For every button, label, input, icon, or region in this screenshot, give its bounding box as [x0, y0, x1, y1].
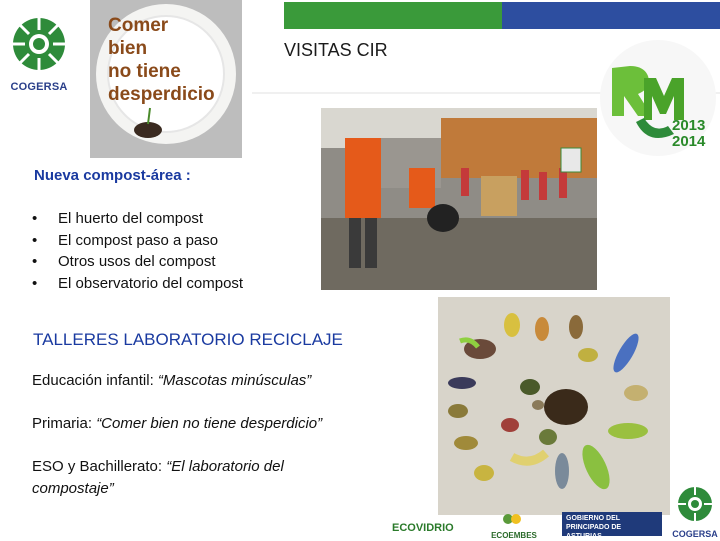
ecovidrio-logo: ECOVIDRIO [392, 522, 454, 534]
cogersa-logo-bottom [672, 484, 718, 538]
compost-list [32, 208, 243, 294]
taller-infantil: Educación infantil: “Mascotas minúsculas” [32, 372, 312, 389]
taller-primaria: Primaria: “Comer bien no tiene desperdicio” [32, 415, 323, 432]
header-bar-green [284, 2, 502, 29]
cogersa-sun-small-icon [672, 484, 718, 524]
clay-bugs-photo [438, 297, 670, 515]
talleres-title: TALLERES LABORATORIO RECICLAJE [33, 330, 343, 349]
ecoembes-mark-icon [484, 512, 544, 526]
list-item: • El observatorio del compost [32, 274, 244, 292]
comer-bien-plate-image [90, 0, 242, 158]
cogersa-wordmark: COGERSA [10, 81, 68, 93]
plate-slogan: Comer bien no tiene desperdicio [108, 15, 215, 105]
compost-area-title: Nueva compost-área : [34, 167, 191, 184]
taller-eso: ESO y Bachillerato: “El laboratorio del compostaje” [32, 458, 284, 497]
list-item: • El compost paso a paso [32, 231, 219, 249]
red-escuelas-reciclaje-logo [598, 38, 716, 158]
compost-visit-image [321, 108, 597, 290]
mascotas-minusculas-image [438, 297, 670, 515]
cogersa-sun-icon [4, 14, 74, 76]
red-years: 2013 2014 [672, 117, 706, 150]
gobierno-asturias-logo: GOBIERNO DEL PRINCIPADO DE ASTURIAS [562, 512, 662, 536]
cogersa-logo [4, 14, 74, 94]
list-item: • Otros usos del compost [32, 253, 216, 270]
ecoembes-logo: ECOEMBES [484, 512, 544, 538]
page-title: VISITAS CIR [284, 40, 388, 60]
list-item: • El huerto del compost [32, 210, 204, 227]
header-bar-blue [502, 2, 720, 29]
compost-area-photo [321, 108, 597, 290]
cogersa-wordmark-small: COGERSA [672, 529, 718, 539]
